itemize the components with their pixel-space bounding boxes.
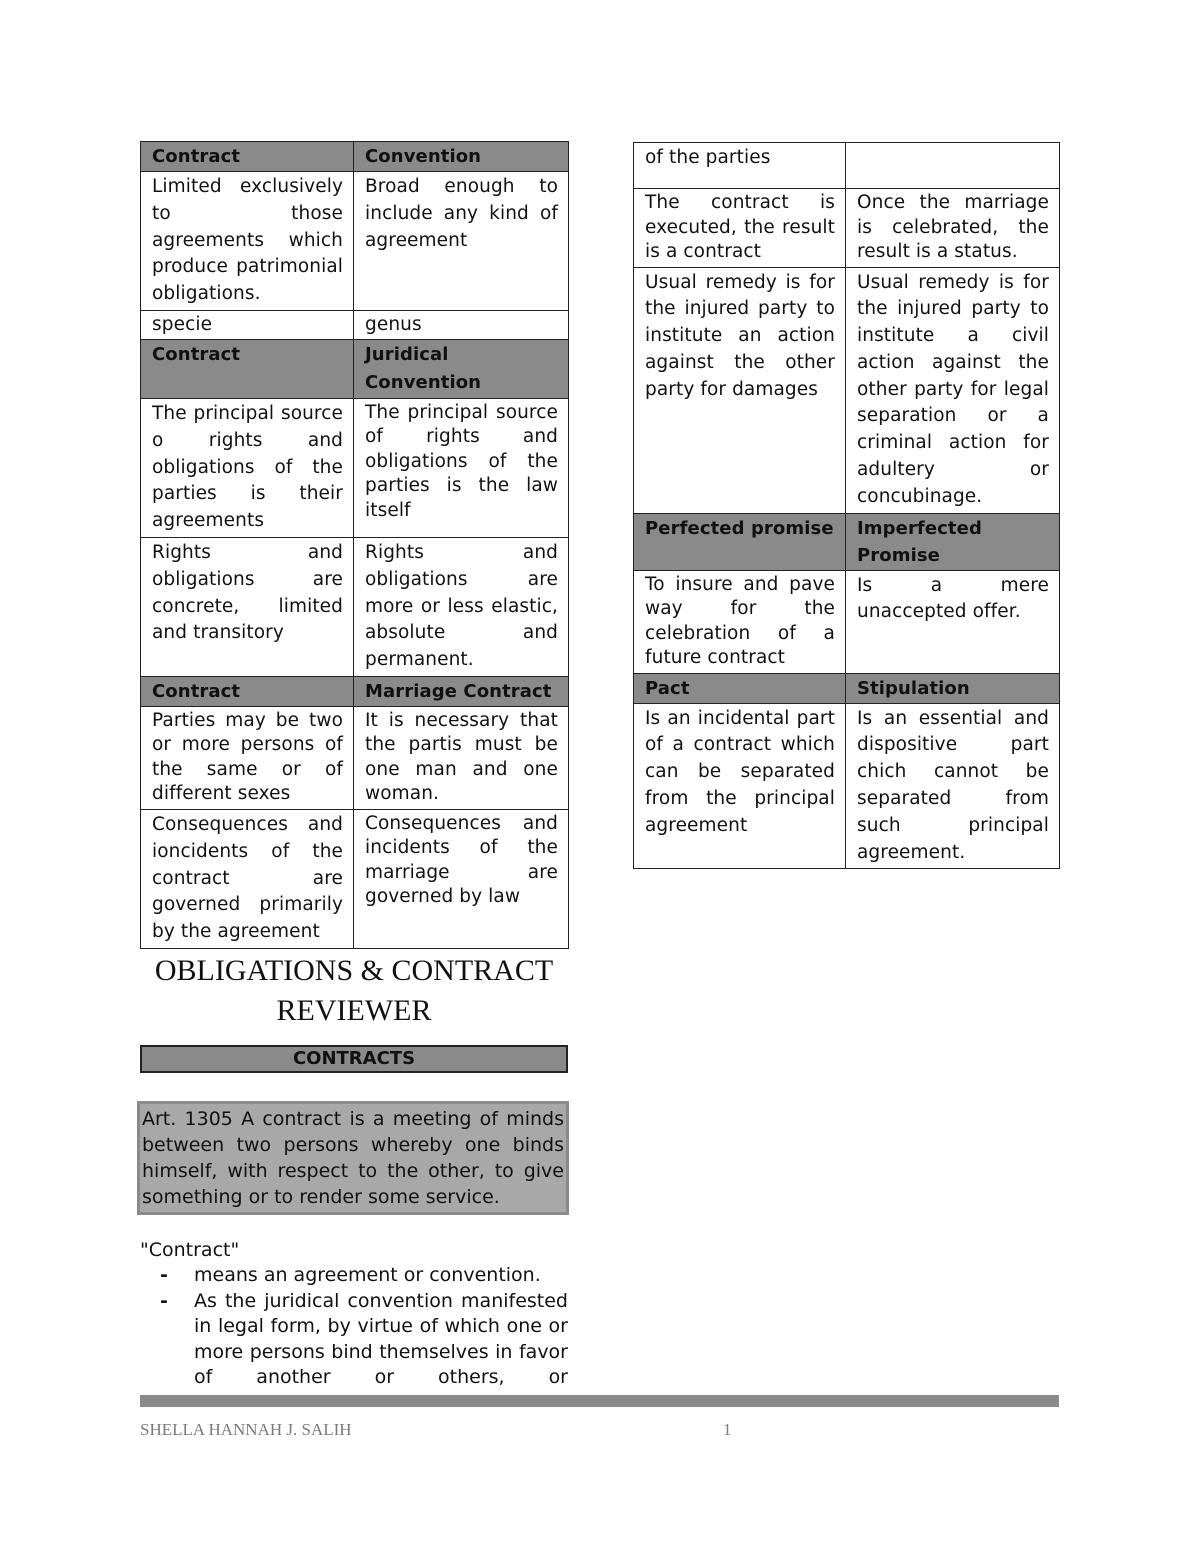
header-cell: Convention — [354, 142, 569, 172]
table-header-row — [634, 673, 1060, 703]
comparison-table-left — [140, 141, 569, 949]
definition-term: "Contract" — [140, 1238, 240, 1261]
table-cell: Usual remedy is for the injured party to institute a civil action against the other party for legal separation or a criminal action for adultery or concubinage. — [846, 267, 1060, 513]
list-item — [140, 1263, 568, 1289]
header-cell: Imperfected Promise — [846, 513, 1060, 570]
left-column — [140, 141, 568, 1391]
table-cell: Broad enough to include any kind of agreement — [354, 172, 569, 311]
table-header-row — [634, 513, 1060, 570]
table-cell: To insure and pave way for the celebration of a future contract — [634, 570, 846, 673]
table-cell: It is necessary that the partis must be one man and one woman. — [354, 706, 569, 809]
page-number: 1 — [723, 1420, 732, 1439]
table-cell: Usual remedy is for the injured party to institute an action against the other party for damages — [634, 267, 846, 513]
header-cell: Contract — [141, 339, 354, 398]
footer-author: SHELLA HANNAH J. SALIH — [140, 1420, 352, 1439]
table-cell — [846, 143, 1060, 189]
article-box: Art. 1305 A contract is a meeting of minds between two persons whereby one binds himself, with respect to the other, to give something or to render some service. — [137, 1101, 569, 1215]
title-line-1: OBLIGATIONS & CONTRACT — [154, 953, 554, 987]
table-row — [141, 398, 569, 537]
table-cell: The principal source o rights and obligations of the parties is their agreements — [141, 398, 354, 537]
table-header-row — [141, 676, 569, 706]
table-row — [634, 267, 1060, 513]
bullet-dash: - — [160, 1263, 168, 1286]
header-cell: Contract — [141, 142, 354, 172]
header-cell: Stipulation — [846, 673, 1060, 703]
header-cell: Contract — [141, 676, 354, 706]
table-row — [141, 310, 569, 339]
list-item-text: means an agreement or convention. — [194, 1263, 541, 1286]
table-cell: Rights and obligations are concrete, limited and transitory — [141, 537, 354, 676]
table-cell: Once the marriage is celebrated, the result is a status. — [846, 189, 1060, 268]
comparison-table-right — [633, 142, 1060, 869]
definition-list — [140, 1263, 568, 1391]
section-heading: CONTRACTS — [140, 1045, 568, 1073]
bullet-dash: - — [160, 1289, 168, 1312]
footer-rule — [140, 1395, 1059, 1407]
table-row — [141, 809, 569, 948]
table-row — [141, 537, 569, 676]
table-row — [634, 189, 1060, 268]
table-cell: genus — [354, 310, 569, 339]
header-cell: Pact — [634, 673, 846, 703]
table-cell: Is an essential and dispositive part chich cannot be separated from such principal agreement. — [846, 703, 1060, 869]
table-row — [141, 706, 569, 809]
table-header-row — [141, 339, 569, 398]
right-column — [633, 142, 1059, 869]
table-cell: The contract is executed, the result is a contract — [634, 189, 846, 268]
list-item — [140, 1289, 568, 1391]
table-cell: Consequences and ioncidents of the contract are governed primarily by the agreement — [141, 809, 354, 948]
table-cell: The principal source of rights and obligations of the parties is the law itself — [354, 398, 569, 537]
table-row — [141, 172, 569, 311]
title-line-2: REVIEWER — [276, 993, 432, 1027]
table-cell: Parties may be two or more persons of the same or of different sexes — [141, 706, 354, 809]
table-header-row — [141, 142, 569, 172]
table-cell: Consequences and incidents of the marriage are governed by law — [354, 809, 569, 948]
table-cell: Is a mere unaccepted offer. — [846, 570, 1060, 673]
table-row — [634, 703, 1060, 869]
table-row — [634, 570, 1060, 673]
list-item-text: As the juridical convention manifested in legal form, by virtue of which one or more persons bind themselves in favor of another or others, or — [194, 1289, 568, 1389]
document-title — [140, 951, 568, 1031]
header-cell: Marriage Contract — [354, 676, 569, 706]
table-cell: Is an incidental part of a contract which can be separated from the principal agreement — [634, 703, 846, 869]
header-cell: Perfected promise — [634, 513, 846, 570]
table-row — [634, 143, 1060, 189]
header-cell: Juridical Convention — [354, 339, 569, 398]
table-cell: specie — [141, 310, 354, 339]
table-cell: of the parties — [634, 143, 846, 189]
table-cell: Limited exclusively to those agreements which produce patrimonial obligations. — [141, 172, 354, 311]
table-cell: Rights and obligations are more or less elastic, absolute and permanent. — [354, 537, 569, 676]
